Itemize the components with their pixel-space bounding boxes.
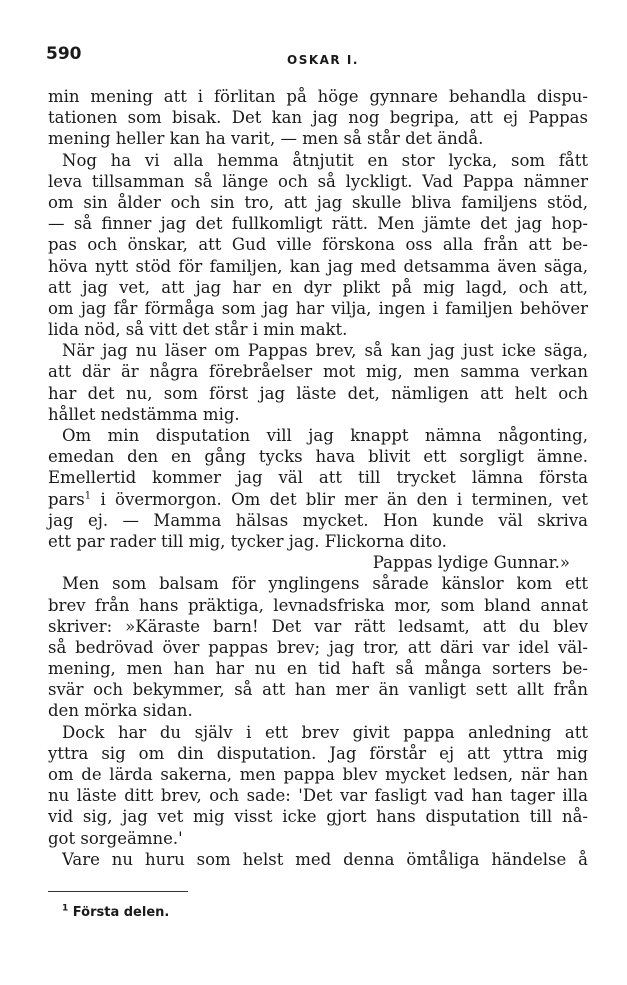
footnote xyxy=(62,905,169,920)
text-line: mening, men han har nu en tid haft så många sorters be- xyxy=(48,659,588,679)
text-line: hållet nedstämma mig. xyxy=(48,404,240,424)
text-line: har det nu, som först jag läste det, nämligen att helt och xyxy=(48,383,588,403)
text-line: höva nytt stöd för familjen, kan jag med detsamma även säga, xyxy=(48,256,588,276)
text-line-with-footnote xyxy=(48,489,588,510)
text-fragment: pars xyxy=(48,489,85,509)
text-line: svär och bekymmer, så att han mer än vanligt sett allt från xyxy=(48,680,588,700)
text-line: vid sig, jag vet mig visst icke gjort hans disputation till nå- xyxy=(48,807,588,827)
text-line: Dock har du själv i ett brev givit pappa anledning att xyxy=(62,722,588,742)
text-line: Nog ha vi alla hemma åtnjutit en stor lycka, som fått xyxy=(62,150,588,170)
text-line: nu läste ditt brev, och sade: 'Det var fasligt vad han tager illa xyxy=(48,786,588,806)
text-line: brev från hans präktiga, levnadsfriska mor, som bland annat xyxy=(48,595,588,615)
text-line: lida nöd, så vitt det står i min makt. xyxy=(48,320,348,340)
footnote-text: Första delen. xyxy=(68,905,170,920)
footnote-divider xyxy=(48,891,188,892)
text-line: Men som balsam för ynglingens sårade känslor kom ett xyxy=(62,574,588,594)
text-line: att jag vet, att jag har en dyr plikt på mig lagd, och att, xyxy=(48,277,588,297)
text-line: om jag får förmåga som jag har vilja, ingen i familjen behöver xyxy=(48,298,588,318)
text-line: Om min disputation vill jag knappt nämna någonting, xyxy=(62,426,588,445)
text-line: emedan den en gång tycks hava blivit ett sorgligt ämne. xyxy=(48,447,588,467)
text-line: pas och önskar, att Gud ville förskona oss alla från att be- xyxy=(48,235,588,255)
text-line: om sin ålder och sin tro, att jag skulle bliva familjens stöd, xyxy=(48,192,588,212)
text-line: Vare nu huru som helst med denna ömtåliga händelse å xyxy=(62,849,588,869)
text-line: den mörka sidan. xyxy=(48,701,193,721)
text-line: got sorgeämne.' xyxy=(48,828,183,848)
text-line: så bedrövad över pappas brev; jag tror, att däri var idel väl- xyxy=(48,637,588,657)
letter-signature: Pappas lydige Gunnar.» xyxy=(372,553,570,573)
text-line: min mening att i förlitan på höge gynnare behandla dispu- xyxy=(48,87,588,106)
text-line: om de lärda sakerna, men pappa blev mycket ledsen, när han xyxy=(48,765,588,784)
running-head: OSKAR I. xyxy=(287,53,359,67)
text-line: — så finner jag det fullkomligt rätt. Men jämte det jag hop- xyxy=(48,214,588,234)
text-line: När jag nu läser om Pappas brev, så kan jag just icke säga, xyxy=(62,341,588,361)
text-line: ett par rader till mig, tycker jag. Flickorna dito. xyxy=(48,531,447,551)
text-fragment: i övermorgon. Om det blir mer än den i terminen, vet xyxy=(91,489,588,509)
text-line: Emellertid kommer jag väl att till trycket lämna första xyxy=(48,468,588,488)
text-line: mening heller kan ha varit, — men så står det ändå. xyxy=(48,129,484,149)
text-line: tationen som bisak. Det kan jag nog begripa, att ej Pappas xyxy=(48,108,588,128)
text-line: jag ej. — Mamma hälsas mycket. Hon kunde väl skriva xyxy=(48,510,588,530)
text-line: leva tillsamman så länge och så lyckligt. Vad Pappa nämner xyxy=(48,171,588,191)
text-line: att där är några förebråelser mot mig, men samma verkan xyxy=(48,362,588,382)
footnote-reference[interactable]: 1 xyxy=(84,490,92,502)
page-number: 590 xyxy=(46,44,82,64)
footnote-mark: 1 xyxy=(62,903,69,914)
text-line: yttra sig om din disputation. Jag förstår ej att yttra mig xyxy=(48,743,588,763)
text-line: skriver: »Käraste barn! Det var rätt ledsamt, att du blev xyxy=(48,616,588,636)
body-text xyxy=(48,86,588,870)
